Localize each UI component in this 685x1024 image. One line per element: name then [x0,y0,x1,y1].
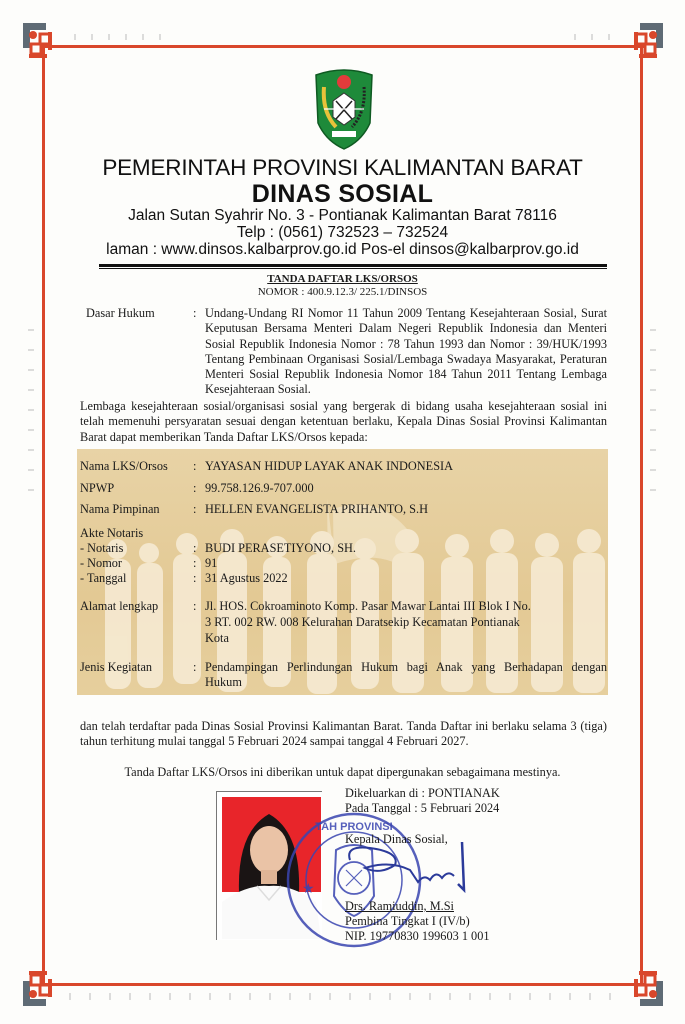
issued-on: Pada Tanggal : 5 Februari 2024 [345,801,500,815]
intro-paragraph: Lembaga kesejahteraan sosial/organisasi sosial yang bergerak di bidang usaha kesejahteraan sosial ini telah memenuhi persyaratan sesuai dengan ketentuan berlaku, Kepala Dinas Sosial Provinsi Kalimantan Barat dapat memberikan Tanda Daftar LKS/Orsos kepada: [80,399,607,444]
leader-colon: : [193,502,197,516]
letterhead-divider [99,264,607,267]
npwp-label: NPWP [80,481,115,495]
notary-label: - Notaris [80,541,124,555]
notary-heading: Akte Notaris [80,526,144,540]
legal-basis-label: Dasar Hukum [86,306,155,320]
letterhead-web-email: laman : www.dinsos.kalbarprov.go.id Pos-el dinsos@kalbarprov.go.id [106,241,579,258]
org-name-colon: : [193,459,197,473]
leader-label: Nama Pimpinan [80,502,160,516]
svg-text:TAH PROVINSI: TAH PROVINSI [315,821,393,833]
document-title: TANDA DAFTAR LKS/ORSOS [267,273,418,285]
letterhead-phone: Telp : (0561) 732523 – 732524 [236,224,449,241]
corner-ornament-bottom-left [20,963,66,1009]
deed-number-value: 91 [205,556,218,570]
legal-basis-text: Undang-Undang RI Nomor 11 Tahun 2009 Tentang Kesejahteraan Sosial, Surat Keputusan Bersama Menteri Dalam Negeri Republik Indonesia dan Menteri Sosial Republik Indonesia Nomor : 78 Tahun 1993 dan Nomor : 39/HUK/1993 Tentang Pembinaan Organisasi Sosial/Lembaga Swadaya Masyarakat, Peraturan Menteri Sosial Republik Indonesia Nomor 184 Tahun 2011 Tentang Lembaga Kesejahteraan Sosial. [205,306,607,397]
npwp-colon: : [193,481,197,495]
address-line-1: Jl. HOS. Cokroaminoto Komp. Pasar Mawar Lantai III Blok I No. [205,599,531,613]
corner-ornament-top-right [620,20,666,66]
signatory-nip: NIP. 19770830 199603 1 001 [345,929,490,943]
activity-label: Jenis Kegiatan [80,660,153,674]
letterhead-government: PEMERINTAH PROVINSI KALIMANTAN BARAT [102,155,583,180]
deed-number-colon: : [193,556,197,570]
org-name-label: Nama LKS/Orsos [80,459,168,473]
activity-line-2: Hukum [205,675,242,689]
closing-statement: Tanda Daftar LKS/Orsos ini diberikan untuk dapat dipergunakan sebagaimana mestinya. [124,765,561,779]
letterhead-address: Jalan Sutan Syahrir No. 3 - Pontianak Kalimantan Barat 78116 [128,207,557,224]
address-line-3: Kota [205,631,229,645]
deed-number-label: - Nomor [80,556,123,570]
details-panel [77,449,608,695]
letterhead-agency: DINAS SOSIAL [251,180,434,208]
legal-basis-colon: : [193,306,197,320]
deed-date-colon: : [193,571,197,585]
signatory-name: Drs. Ramiuddin, M.Si [345,899,454,913]
signatory-rank: Pembina Tingkat I (IV/b) [345,914,470,928]
issued-at: Dikeluarkan di : PONTIANAK [345,786,500,800]
corner-ornament-top-left [20,20,66,66]
deed-date-label: - Tanggal [80,571,127,585]
activity-colon: : [193,660,197,674]
document-number: NOMOR : 400.9.12.3/ 225.1/DINSOS [257,286,428,298]
corner-ornament-bottom-right [620,963,666,1009]
org-name-value: YAYASAN HIDUP LAYAK ANAK INDONESIA [205,459,454,473]
address-label: Alamat lengkap [80,599,159,613]
provincial-emblem-icon [312,67,376,151]
signatory-position: Kepala Dinas Sosial, [345,832,448,846]
leader-value: HELLEN EVANGELISTA PRIHANTO, S.H [205,502,428,516]
npwp-value: 99.758.126.9-707.000 [205,481,314,495]
deed-date-value: 31 Agustus 2022 [205,571,288,585]
address-line-2: 3 RT. 002 RW. 008 Kelurahan Daratsekip Kecamatan Pontianak [205,615,520,629]
notary-colon: : [193,541,197,555]
activity-line-1: Pendampingan Perlindungan Hukum bagi Anak yang Berhadapan dengan [205,660,607,674]
crowd-silhouette-illustration [77,449,608,695]
notary-value: BUDI PERASETIYONO, SH. [205,541,356,555]
svg-text:★: ★ [302,881,315,897]
handwritten-signature [340,840,475,900]
address-colon: : [193,599,197,613]
validity-paragraph: dan telah terdaftar pada Dinas Sosial Provinsi Kalimantan Barat. Tanda Daftar ini berlaku selama 3 (tiga) tahun terhitung mulai tanggal 5 Februari 2024 sampai tanggal 4 Februari 2027. [80,719,607,749]
letterhead-divider-thin [99,268,607,269]
